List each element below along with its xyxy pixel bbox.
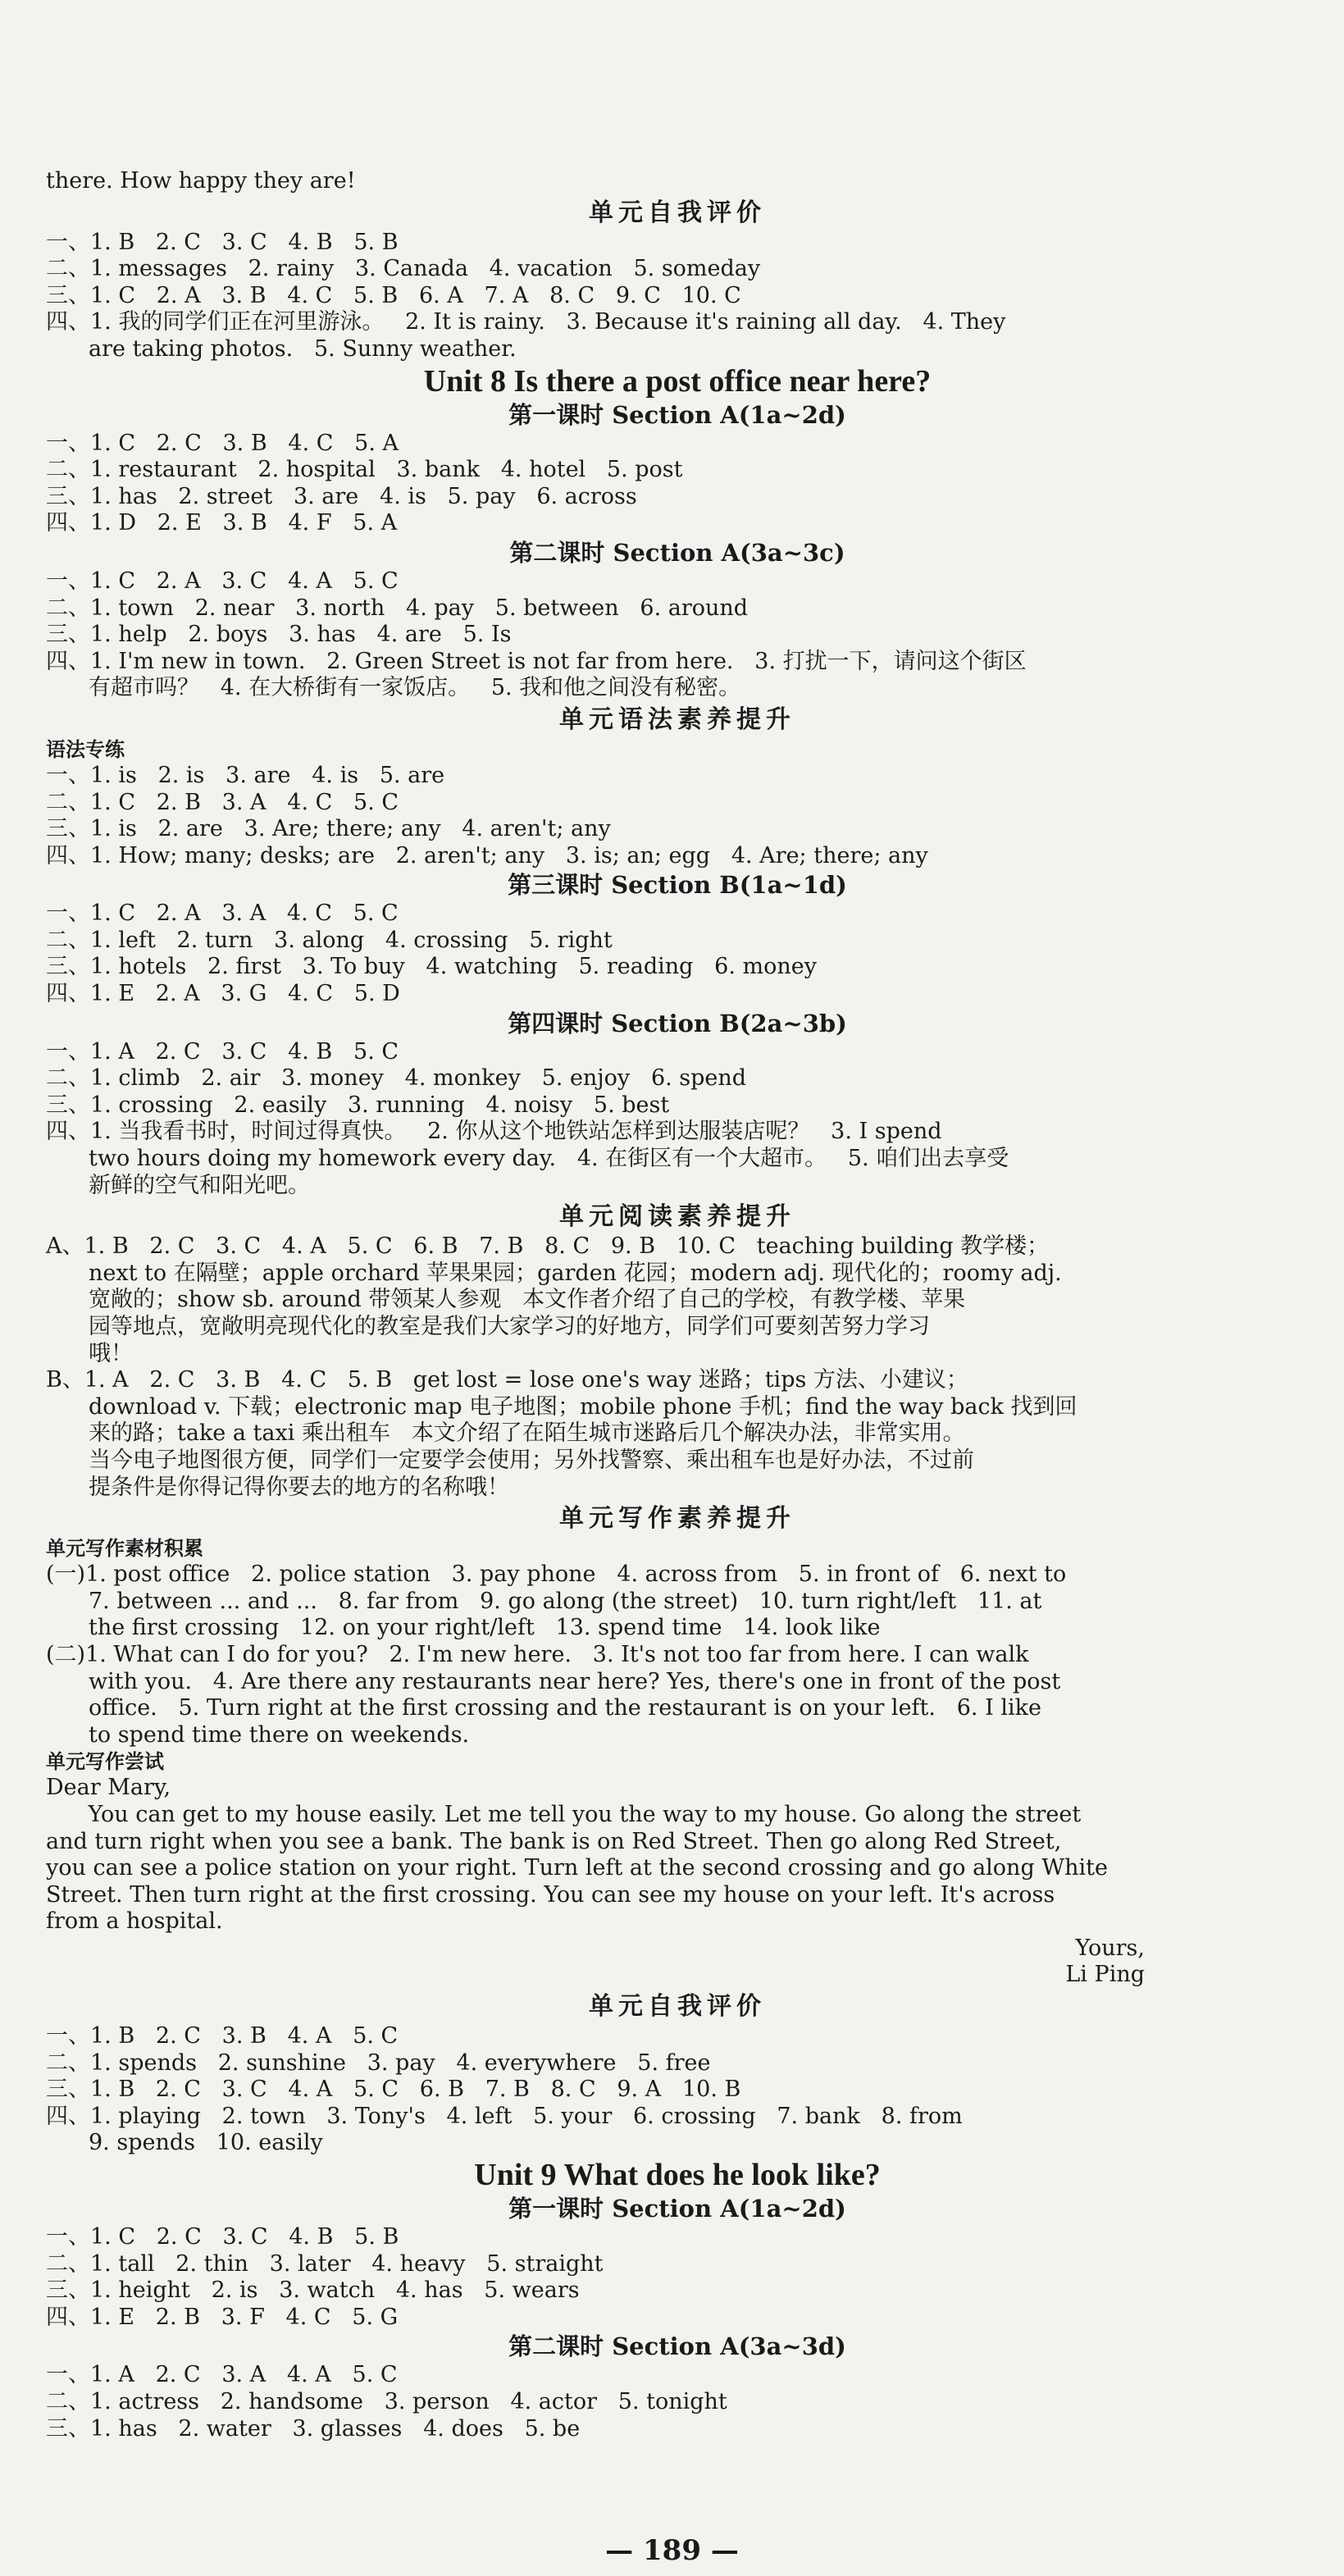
answer-line: Dear Mary, [46,1775,171,1801]
answer-line: 一、1. C 2. C 3. C 4. B 5. B [46,2224,399,2250]
answer-line: 三、1. has 2. street 3. are 4. is 5. pay 6. across [46,483,637,509]
answer-line: (二)1. What can I do for you? 2. I'm new here. 3. It's not too far from here. I can walk [46,1641,1029,1667]
answer-line: 一、1. A 2. C 3. A 4. A 5. C [46,2362,398,2388]
answer-line: the first crossing 12. on your right/left 13. spend time 14. look like [89,1615,881,1641]
answer-line: A、1. B 2. C 3. C 4. A 5. C 6. B 7. B 8. C 9. B 10. C teaching building 教学楼； [46,1233,1050,1260]
subsection-label: 单元写作素材积累 [46,1537,203,1561]
unit-title: Unit 9 What does he look like? [474,2158,881,2193]
answer-line: 四、1. E 2. A 3. G 4. C 5. D [46,981,400,1007]
answer-line: 二、1. climb 2. air 3. money 4. monkey 5. enjoy 6. spend [46,1065,747,1092]
answer-line: 三、1. height 2. is 3. watch 4. has 5. wears [46,2277,580,2304]
section-heading: 单元阅读素养提升 [559,1202,795,1232]
subsection-label: 单元写作尝试 [46,1750,164,1774]
answer-line: to spend time there on weekends. [89,1721,470,1748]
answer-line: 三、1. B 2. C 3. C 4. A 5. C 6. B 7. B 8. C 9. A 10. B [46,2077,741,2103]
section-heading: 单元写作素养提升 [559,1504,795,1534]
answer-line: 二、1. actress 2. handsome 3. person 4. actor 5. tonight [46,2389,727,2414]
answer-line: 宽敞的；show sb. around 带领某人参观 本文作者介绍了自己的学校，有教学楼、苹果 [89,1287,966,1313]
answer-line: 三、1. help 2. boys 3. has 4. are 5. Is [46,622,512,648]
answer-line: download v. 下载；electronic map 电子地图；mobile phone 手机；find the way back 找到回 [89,1393,1077,1420]
answer-line: 9. spends 10. easily [89,2130,323,2156]
answer-line: 四、1. E 2. B 3. F 4. C 5. G [46,2304,399,2330]
answer-line: 一、1. is 2. is 3. are 4. is 5. are [46,762,445,788]
answer-line: 三、1. hotels 2. first 3. To buy 4. watching 5. reading 6. money [46,954,817,980]
answer-line: 哦！ [89,1340,133,1366]
answer-line: 7. between ... and ... 8. far from 9. go along (the street) 10. turn right/left 11. at [89,1588,1042,1614]
answer-line: from a hospital. [46,1908,223,1935]
answer-line: 来的路；take a taxi 乘出租车 本文介绍了在陌生城市迷路后几个解决办法，非常实用。 [89,1420,965,1447]
answer-page [46,168,1309,2442]
answer-line: there. How happy they are! [46,168,356,194]
letter-signature: Yours, [1075,1935,1145,1961]
answer-line: 二、1. C 2. B 3. A 4. C 5. C [46,789,399,815]
answer-line: 新鲜的空气和阳光吧。 [89,1172,310,1198]
answer-line: are taking photos. 5. Sunny weather. [89,335,517,362]
answer-line: 二、1. tall 2. thin 3. later 4. heavy 5. straight [46,2250,604,2277]
answer-line: 一、1. C 2. C 3. B 4. C 5. A [46,430,399,456]
letter-signature: Li Ping [1065,1962,1145,1988]
answer-line: 一、1. B 2. C 3. B 4. A 5. C [46,2023,399,2049]
answer-line: 有超市吗？ 4. 在大桥街有一家饭店。 5. 我和他之间没有秘密。 [89,675,741,701]
lesson-heading: 第一课时 Section A(1a~2d) [508,400,846,429]
answer-line: 四、1. I'm new in town. 2. Green Street is not far from here. 3. 打扰一下，请问这个街区 [46,648,1027,674]
answer-line: 一、1. A 2. C 3. C 4. B 5. C [46,1038,399,1065]
answer-line: 四、1. D 2. E 3. B 4. F 5. A [46,510,398,536]
section-heading: 单元语法素养提升 [559,704,795,734]
answer-line: 三、1. is 2. are 3. Are; there; any 4. aren't; any [46,816,611,842]
answer-line: 四、1. 当我看书时，时间过得真快。 2. 你从这个地铁站怎样到达服装店呢？ 3. I spend [46,1119,942,1145]
answer-line: Street. Then turn right at the first crossing. You can see my house on your left. It's across [46,1881,1055,1908]
answer-line: 四、1. 我的同学们正在河里游泳。 2. It is rainy. 3. Because it's raining all day. 4. They [46,309,1006,335]
answer-line: 三、1. crossing 2. easily 3. running 4. noisy 5. best [46,1092,670,1118]
answer-line: two hours doing my homework every day. 4. 在街区有一个大超市。 5. 咱们出去享受 [89,1146,1009,1172]
answer-line: 二、1. spends 2. sunshine 3. pay 4. everywhere 5. free [46,2049,711,2076]
answer-line: 三、1. C 2. A 3. B 4. C 5. B 6. A 7. A 8. C 9. C 10. C [46,282,741,308]
lesson-heading: 第一课时 Section A(1a~2d) [508,2195,846,2223]
answer-line: 一、1. B 2. C 3. C 4. B 5. B [46,229,399,255]
answer-line: 二、1. messages 2. rainy 3. Canada 4. vacation 5. someday [46,256,761,282]
section-heading: 单元自我评价 [589,1992,766,2022]
answer-line: and turn right when you see a bank. The bank is on Red Street. Then go along Red Street, [46,1828,1062,1854]
answer-line: (一)1. post office 2. police station 3. pay phone 4. across from 5. in front of 6. next to [46,1562,1067,1588]
answer-line: office. 5. Turn right at the first crossing and the restaurant is on your left. 6. I like [89,1695,1041,1721]
answer-line: 四、1. playing 2. town 3. Tony's 4. left 5. your 6. crossing 7. bank 8. from [46,2103,963,2129]
answer-line: 提条件是你得记得你要去的地方的名称哦！ [89,1474,509,1500]
answer-line: 一、1. C 2. A 3. C 4. A 5. C [46,568,399,594]
lesson-heading: 第二课时 Section A(3a~3d) [508,2332,846,2361]
answer-line: 四、1. How; many; desks; are 2. aren't; any 3. is; an; egg 4. Are; there; any [46,842,928,869]
lesson-heading: 第二课时 Section A(3a~3c) [509,538,845,567]
section-heading: 单元自我评价 [589,198,766,227]
lesson-heading: 第三课时 Section B(1a~1d) [508,871,847,900]
answer-line: next to 在隔壁；apple orchard 苹果果园；garden 花园；modern adj. 现代化的；roomy adj. [89,1260,1062,1286]
answer-line: 一、1. C 2. A 3. A 4. C 5. C [46,900,399,927]
answer-line: 二、1. left 2. turn 3. along 4. crossing 5. right [46,927,613,953]
answer-line: B、1. A 2. C 3. B 4. C 5. B get lost = lose one's way 迷路；tips 方法、小建议； [46,1367,968,1393]
answer-line: 二、1. restaurant 2. hospital 3. bank 4. hotel 5. post [46,457,683,483]
answer-line: with you. 4. Are there any restaurants near here? Yes, there's one in front of the post [89,1668,1061,1694]
page-number: — 189 — [605,2534,739,2567]
answer-line: you can see a police station on your right. Turn left at the second crossing and go along White [46,1855,1108,1881]
lesson-heading: 第四课时 Section B(2a~3b) [508,1009,847,1037]
unit-title: Unit 8 Is there a post office near here? [423,363,932,399]
answer-line: 二、1. town 2. near 3. north 4. pay 5. between 6. around [46,595,749,621]
subsection-label: 语法专练 [46,737,125,761]
answer-line: You can get to my house easily. Let me tell you the way to my house. Go along the street [46,1801,1082,1827]
answer-line: 当今电子地图很方便，同学们一定要学会使用；另外找警察、乘出租车也是好办法，不过前 [89,1447,974,1473]
answer-line: 园等地点，宽敞明亮现代化的教室是我们大家学习的好地方，同学们可要刻苦努力学习 [89,1314,930,1339]
answer-line: 三、1. has 2. water 3. glasses 4. does 5. be [46,2415,581,2442]
